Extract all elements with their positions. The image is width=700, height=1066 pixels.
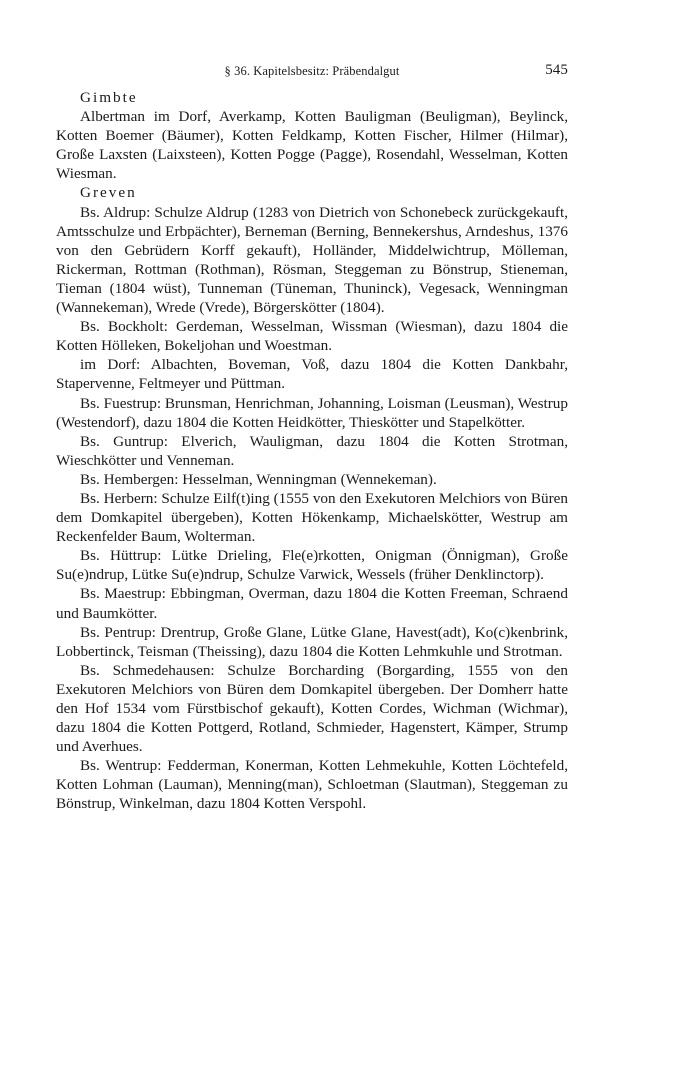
entry-paragraph: Bs. Guntrup: Elverich, Wauligman, dazu 1804 die Kotten Strotman, Wieschkötter und Venneman. <box>56 432 568 469</box>
entry-paragraph: Bs. Schmedehausen: Schulze Borcharding (Borgarding, 1555 von den Exekutoren Melchiors von Büren dem Domkapitel übergeben. Der Domherr hatte den Hof 1534 vom Fürstbischof gekauft), Kotten Cordes, Wichman (Wichmar), dazu 1804 die Kotten Pottgerd, Rotland, Schmieder, Hagenstert, Kämper, Strump und Averhues. <box>56 661 568 756</box>
entry-paragraph: Bs. Fuestrup: Brunsman, Henrichman, Johanning, Loisman (Leusman), Westrup (Westendorf), dazu 1804 die Kotten Heidkötter, Thieskötter und Stapelkötter. <box>56 394 568 431</box>
place-heading: Gimbte <box>80 89 138 106</box>
entry-paragraph: Bs. Hembergen: Hesselman, Wenningman (Wennekeman). <box>80 470 437 488</box>
entry-paragraph: Bs. Maestrup: Ebbingman, Overman, dazu 1804 die Kotten Freeman, Schraend und Baumkötter. <box>56 585 568 622</box>
entry-paragraph: Bs. Aldrup: Schulze Aldrup (1283 von Dietrich von Schonebeck zurückgekauft, Amtsschulze und Erbpächter), Berneman (Berning, Bennekershus, Arndeshus, 1376 von den Gebrüdern Korff gekauft), Holländer, Middelwichtrup, Mölleman, Rickerman, Rottman (Rothman), Rösman, Steggeman zu Bönstrup, Stieneman, Tieman (1804 wüst), Tunneman (Tüneman, Thuninck), Vegesack, Wenningman (Wannekeman), Wrede (Vrede), Börgerskötter (1804). <box>56 203 568 317</box>
entry-paragraph: Bs. Wentrup: Fedderman, Konerman, Kotten Lehmekuhle, Kotten Löchtefeld, Kotten Lohman (Lauman), Menning(man), Schloetman (Slautman), Steggeman zu Bönstrup, Winkelman, dazu 1804 Kotten Verspohl. <box>56 757 568 813</box>
place-heading: Greven <box>80 184 137 202</box>
page-number: 545 <box>545 62 568 78</box>
entry-paragraph: Bs. Bockholt: Gerdeman, Wesselman, Wissman (Wiesman), dazu 1804 die Kotten Hölleken, Bokeljohan und Woestman. <box>56 318 568 355</box>
entry-paragraph: Albertman im Dorf, Averkamp, Kotten Bauligman (Beuligman), Beylinck, Kotten Boemer (Bäumer), Kotten Feldkamp, Kotten Fischer, Hilmer (Hilmar), Große Laxsten (Laixsteen), Kotten Pogge (Pagge), Rosendahl, Wesselman, Kotten Wiesman. <box>56 108 568 183</box>
running-header <box>56 62 568 88</box>
entry-paragraph: im Dorf: Albachten, Boveman, Voß, dazu 1804 die Kotten Dankbahr, Stapervenne, Feltmeyer und Püttman. <box>56 356 568 393</box>
entry-paragraph: Bs. Hüttrup: Lütke Drieling, Fle(e)rkotten, Onigman (Önnigman), Große Su(e)ndrup, Lütke Su(e)ndrup, Schulze Varwick, Wessels (früher Denklinctorp). <box>56 547 568 584</box>
entry-paragraph: Bs. Pentrup: Drentrup, Große Glane, Lütke Glane, Havest(adt), Ko(c)kenbrink, Lobbertinck, Teisman (Theissing), dazu 1804 die Kotten Lehmkuhle und Strotman. <box>56 623 568 660</box>
book-page <box>56 62 568 814</box>
entry-paragraph: Bs. Herbern: Schulze Eilf(t)ing (1555 von den Exekutoren Melchiors von Büren dem Domkapitel übergeben), Kotten Hökenkamp, Michaelskötter, Westrup am Reckenfelder Baum, Wolterman. <box>56 489 568 546</box>
body-text <box>56 88 568 814</box>
section-title: § 36. Kapitelsbesitz: Präbendalgut <box>224 64 400 78</box>
